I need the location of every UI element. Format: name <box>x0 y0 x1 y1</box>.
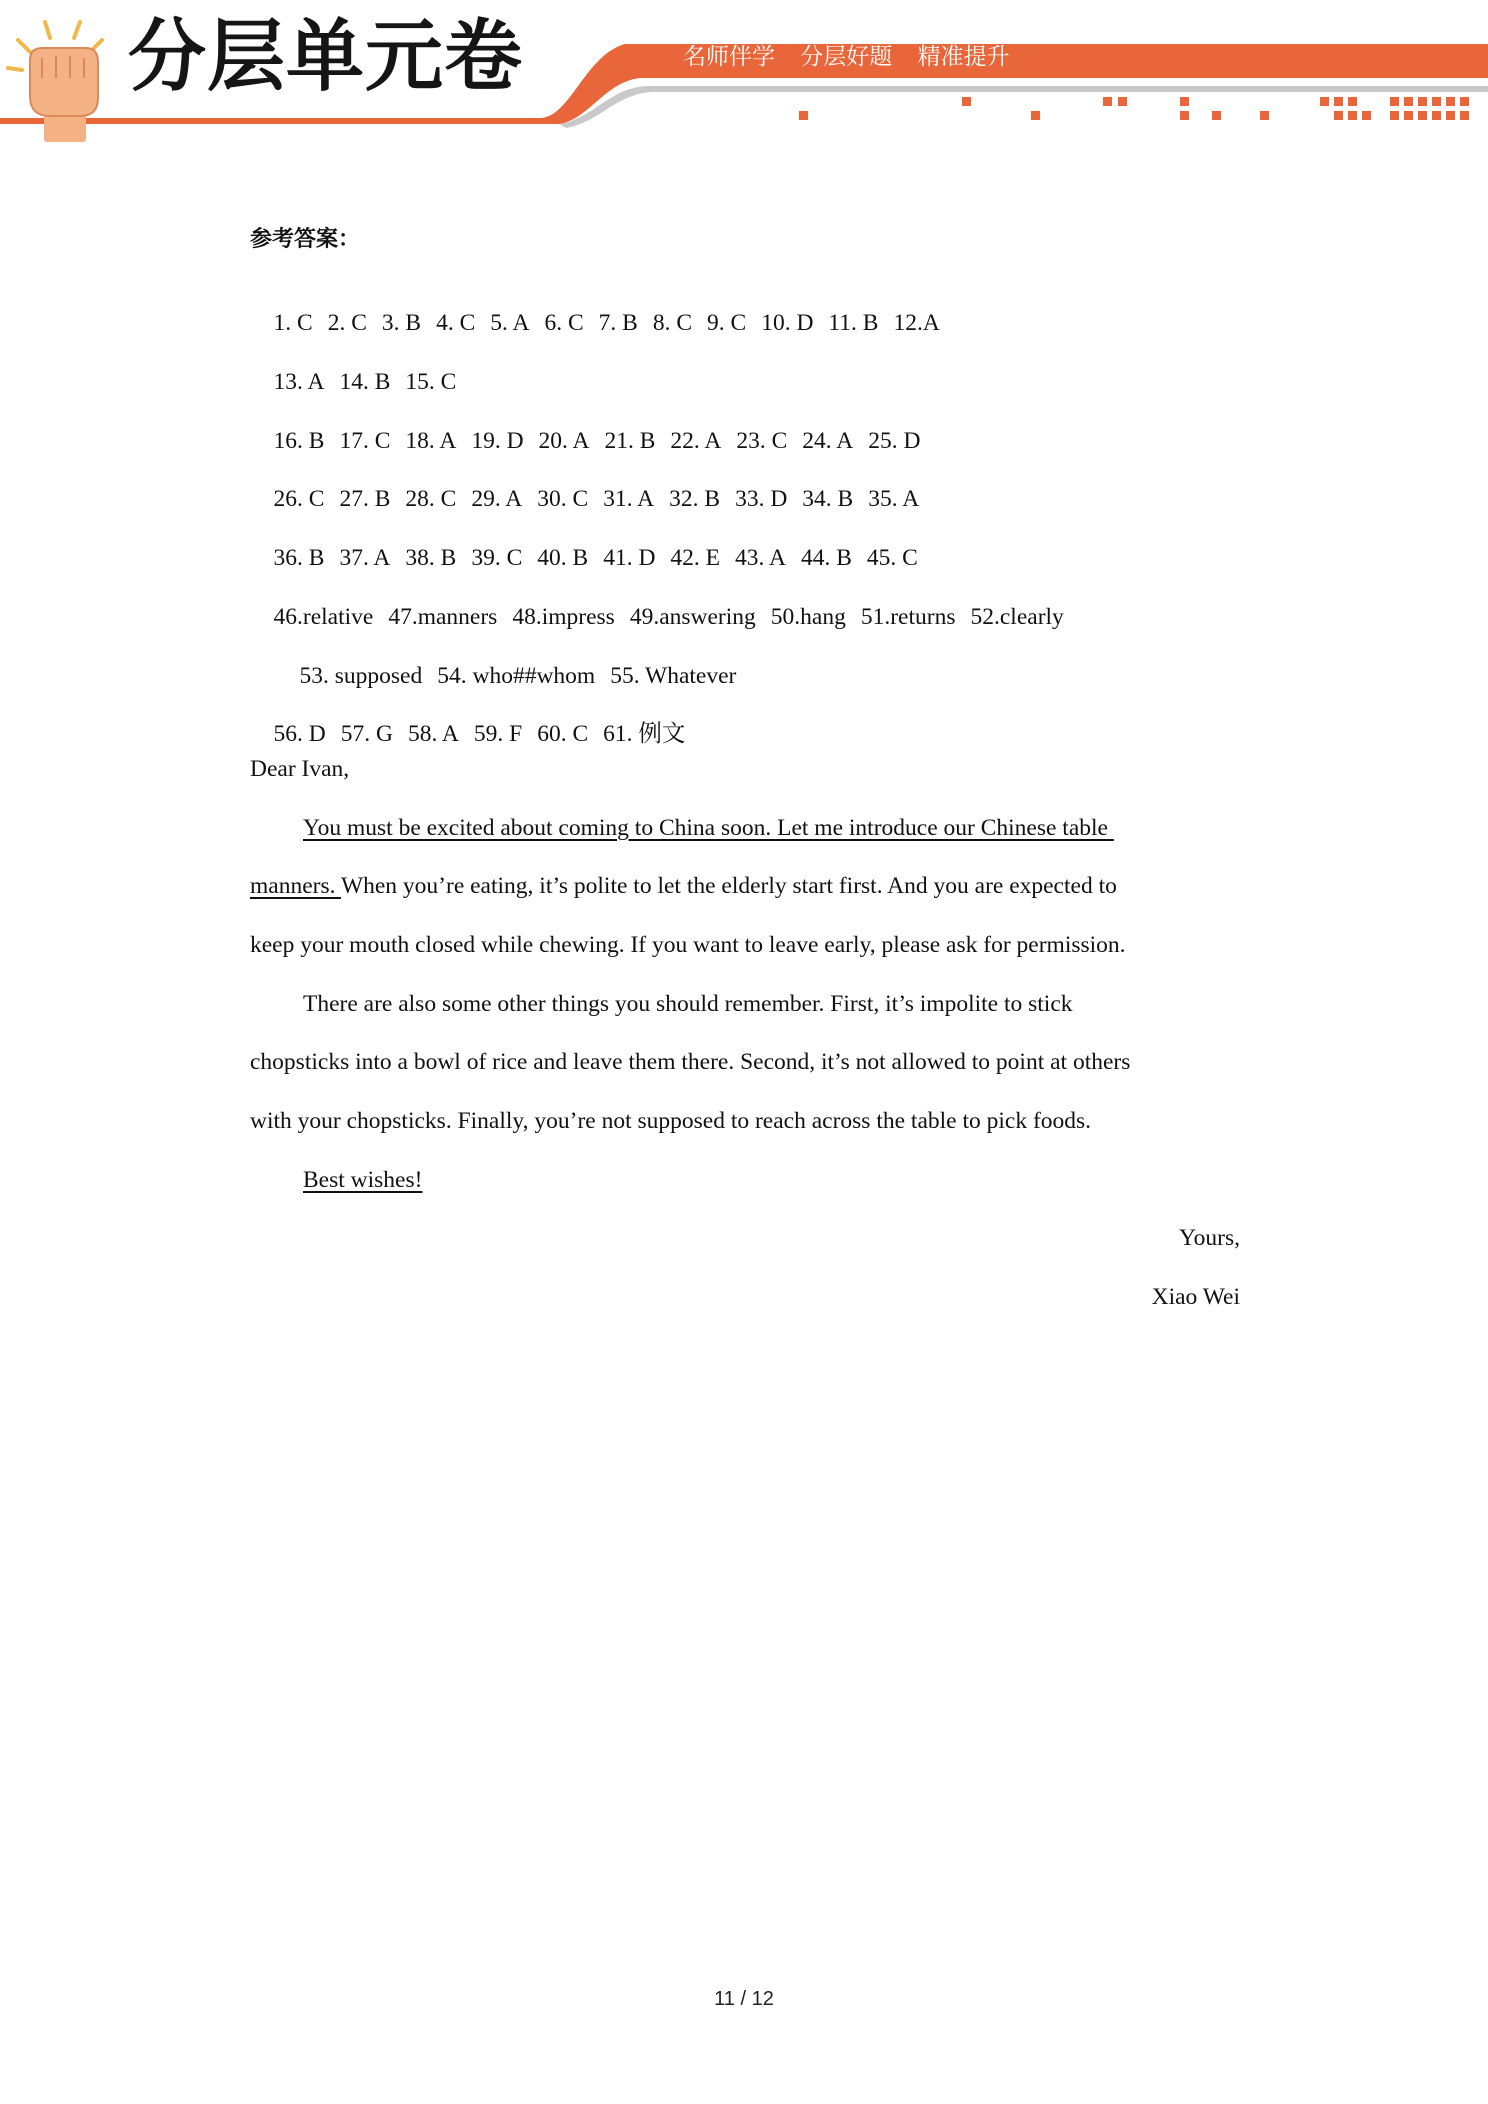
letter-paragraph-1-line-1: You must be excited about coming to China soon. Let me introduce our Chinese table <box>303 815 1114 841</box>
answer-item: 36. B <box>273 544 325 571</box>
answer-item: 14. B <box>339 368 391 395</box>
answer-item: 16. B <box>273 427 325 454</box>
answer-item: 34. B <box>802 485 854 512</box>
letter-paragraph-1-line-2 <box>250 875 1117 899</box>
answer-item: 45. C <box>866 544 918 571</box>
answer-item: 30. C <box>537 485 589 512</box>
answer-item: 18. A <box>405 427 457 454</box>
answer-item: 6. C <box>544 309 584 336</box>
answer-item: 15. C <box>405 368 457 395</box>
slogan: 名师伴学 分层好题 精准提升 <box>683 44 1010 70</box>
answer-item: 23. C <box>736 427 788 454</box>
answer-item: 20. A <box>538 427 590 454</box>
answer-item: 1. C <box>273 309 313 336</box>
answer-item: 55. Whatever <box>610 662 737 689</box>
answer-item: 59. F <box>473 720 523 747</box>
answer-item: 21. B <box>604 427 656 454</box>
answer-item: 60. C <box>537 720 589 747</box>
answer-item: 48.impress <box>512 603 615 630</box>
answer-item: 50.hang <box>770 603 846 630</box>
letter-closing: Best wishes! <box>303 1167 423 1193</box>
answer-item: 46.relative <box>273 603 374 630</box>
answer-item: 32. B <box>669 485 721 512</box>
letter-greeting: Dear Ivan, <box>250 756 350 782</box>
answer-item: 9. C <box>707 309 747 336</box>
answer-item: 33. D <box>735 485 788 512</box>
letter-paragraph-2-line-3: with your chopsticks. Finally, you’re not supposed to reach across the table to pick foods. <box>250 1108 1092 1134</box>
answer-item: 22. A <box>670 427 722 454</box>
answer-item: 43. A <box>735 544 786 571</box>
answer-item: 8. C <box>652 309 692 336</box>
answer-item: 31. A <box>603 485 655 512</box>
answer-item: 49.answering <box>629 603 756 630</box>
answer-item: 41. D <box>603 544 656 571</box>
answer-item: 56. D <box>273 720 326 747</box>
answer-item: 42. E <box>670 544 721 571</box>
answer-item: 24. A <box>802 427 854 454</box>
answer-item: 37. A <box>339 544 391 571</box>
answer-item: 35. A <box>868 485 920 512</box>
answer-item: 61. 例文 <box>603 720 686 747</box>
answer-heading: 参考答案： <box>250 227 361 252</box>
answer-item: 2. C <box>327 309 367 336</box>
page-header <box>0 0 1488 150</box>
answer-item: 26. C <box>273 485 325 512</box>
letter-signature: Xiao Wei <box>1151 1284 1240 1310</box>
letter-paragraph-2-line-2: chopsticks into a bowl of rice and leave them there. Second, it’s not allowed to point at others <box>250 1049 1131 1075</box>
answer-item: 5. A <box>490 309 530 336</box>
answer-item: 13. A <box>273 368 325 395</box>
answer-item: 17. C <box>339 427 391 454</box>
answer-item: 40. B <box>537 544 589 571</box>
answer-item: 27. B <box>339 485 391 512</box>
page-number: 11 / 12 <box>714 1988 774 2010</box>
answer-item: 51.returns <box>860 603 956 630</box>
letter-paragraph-1-line-3: keep your mouth closed while chewing. If you want to leave early, please ask for permission. <box>250 932 1126 958</box>
answer-item: 25. D <box>868 427 921 454</box>
answer-item: 10. D <box>761 309 814 336</box>
letter-sign-off: Yours, <box>1179 1225 1240 1251</box>
brand-title: 分层单元卷 <box>128 12 524 102</box>
answer-item: 4. C <box>436 309 476 336</box>
answer-item: 57. G <box>340 720 393 747</box>
answer-item: 38. B <box>405 544 457 571</box>
answer-item: 3. B <box>381 309 422 336</box>
answer-item: 53. supposed <box>299 662 423 689</box>
answer-item: 11. B <box>828 309 879 336</box>
answer-item: 7. B <box>598 309 638 336</box>
answer-item: 12.A <box>893 309 940 336</box>
answer-item: 44. B <box>800 544 852 571</box>
answer-item: 29. A <box>471 485 523 512</box>
answer-item: 58. A <box>407 720 459 747</box>
answer-item: 47.manners <box>388 603 498 630</box>
answer-item: 54. who##whom <box>437 662 596 689</box>
underlined-text: manners. <box>250 873 341 899</box>
letter-paragraph-2-line-1: There are also some other things you should remember. First, it’s impolite to stick <box>303 991 1073 1017</box>
answer-item: 39. C <box>471 544 523 571</box>
answer-item: 28. C <box>405 485 457 512</box>
answer-item: 19. D <box>471 427 524 454</box>
paragraph-text: When you’re eating, it’s polite to let the elderly start first. And you are expected to <box>340 873 1117 899</box>
answer-item: 52.clearly <box>970 603 1064 630</box>
